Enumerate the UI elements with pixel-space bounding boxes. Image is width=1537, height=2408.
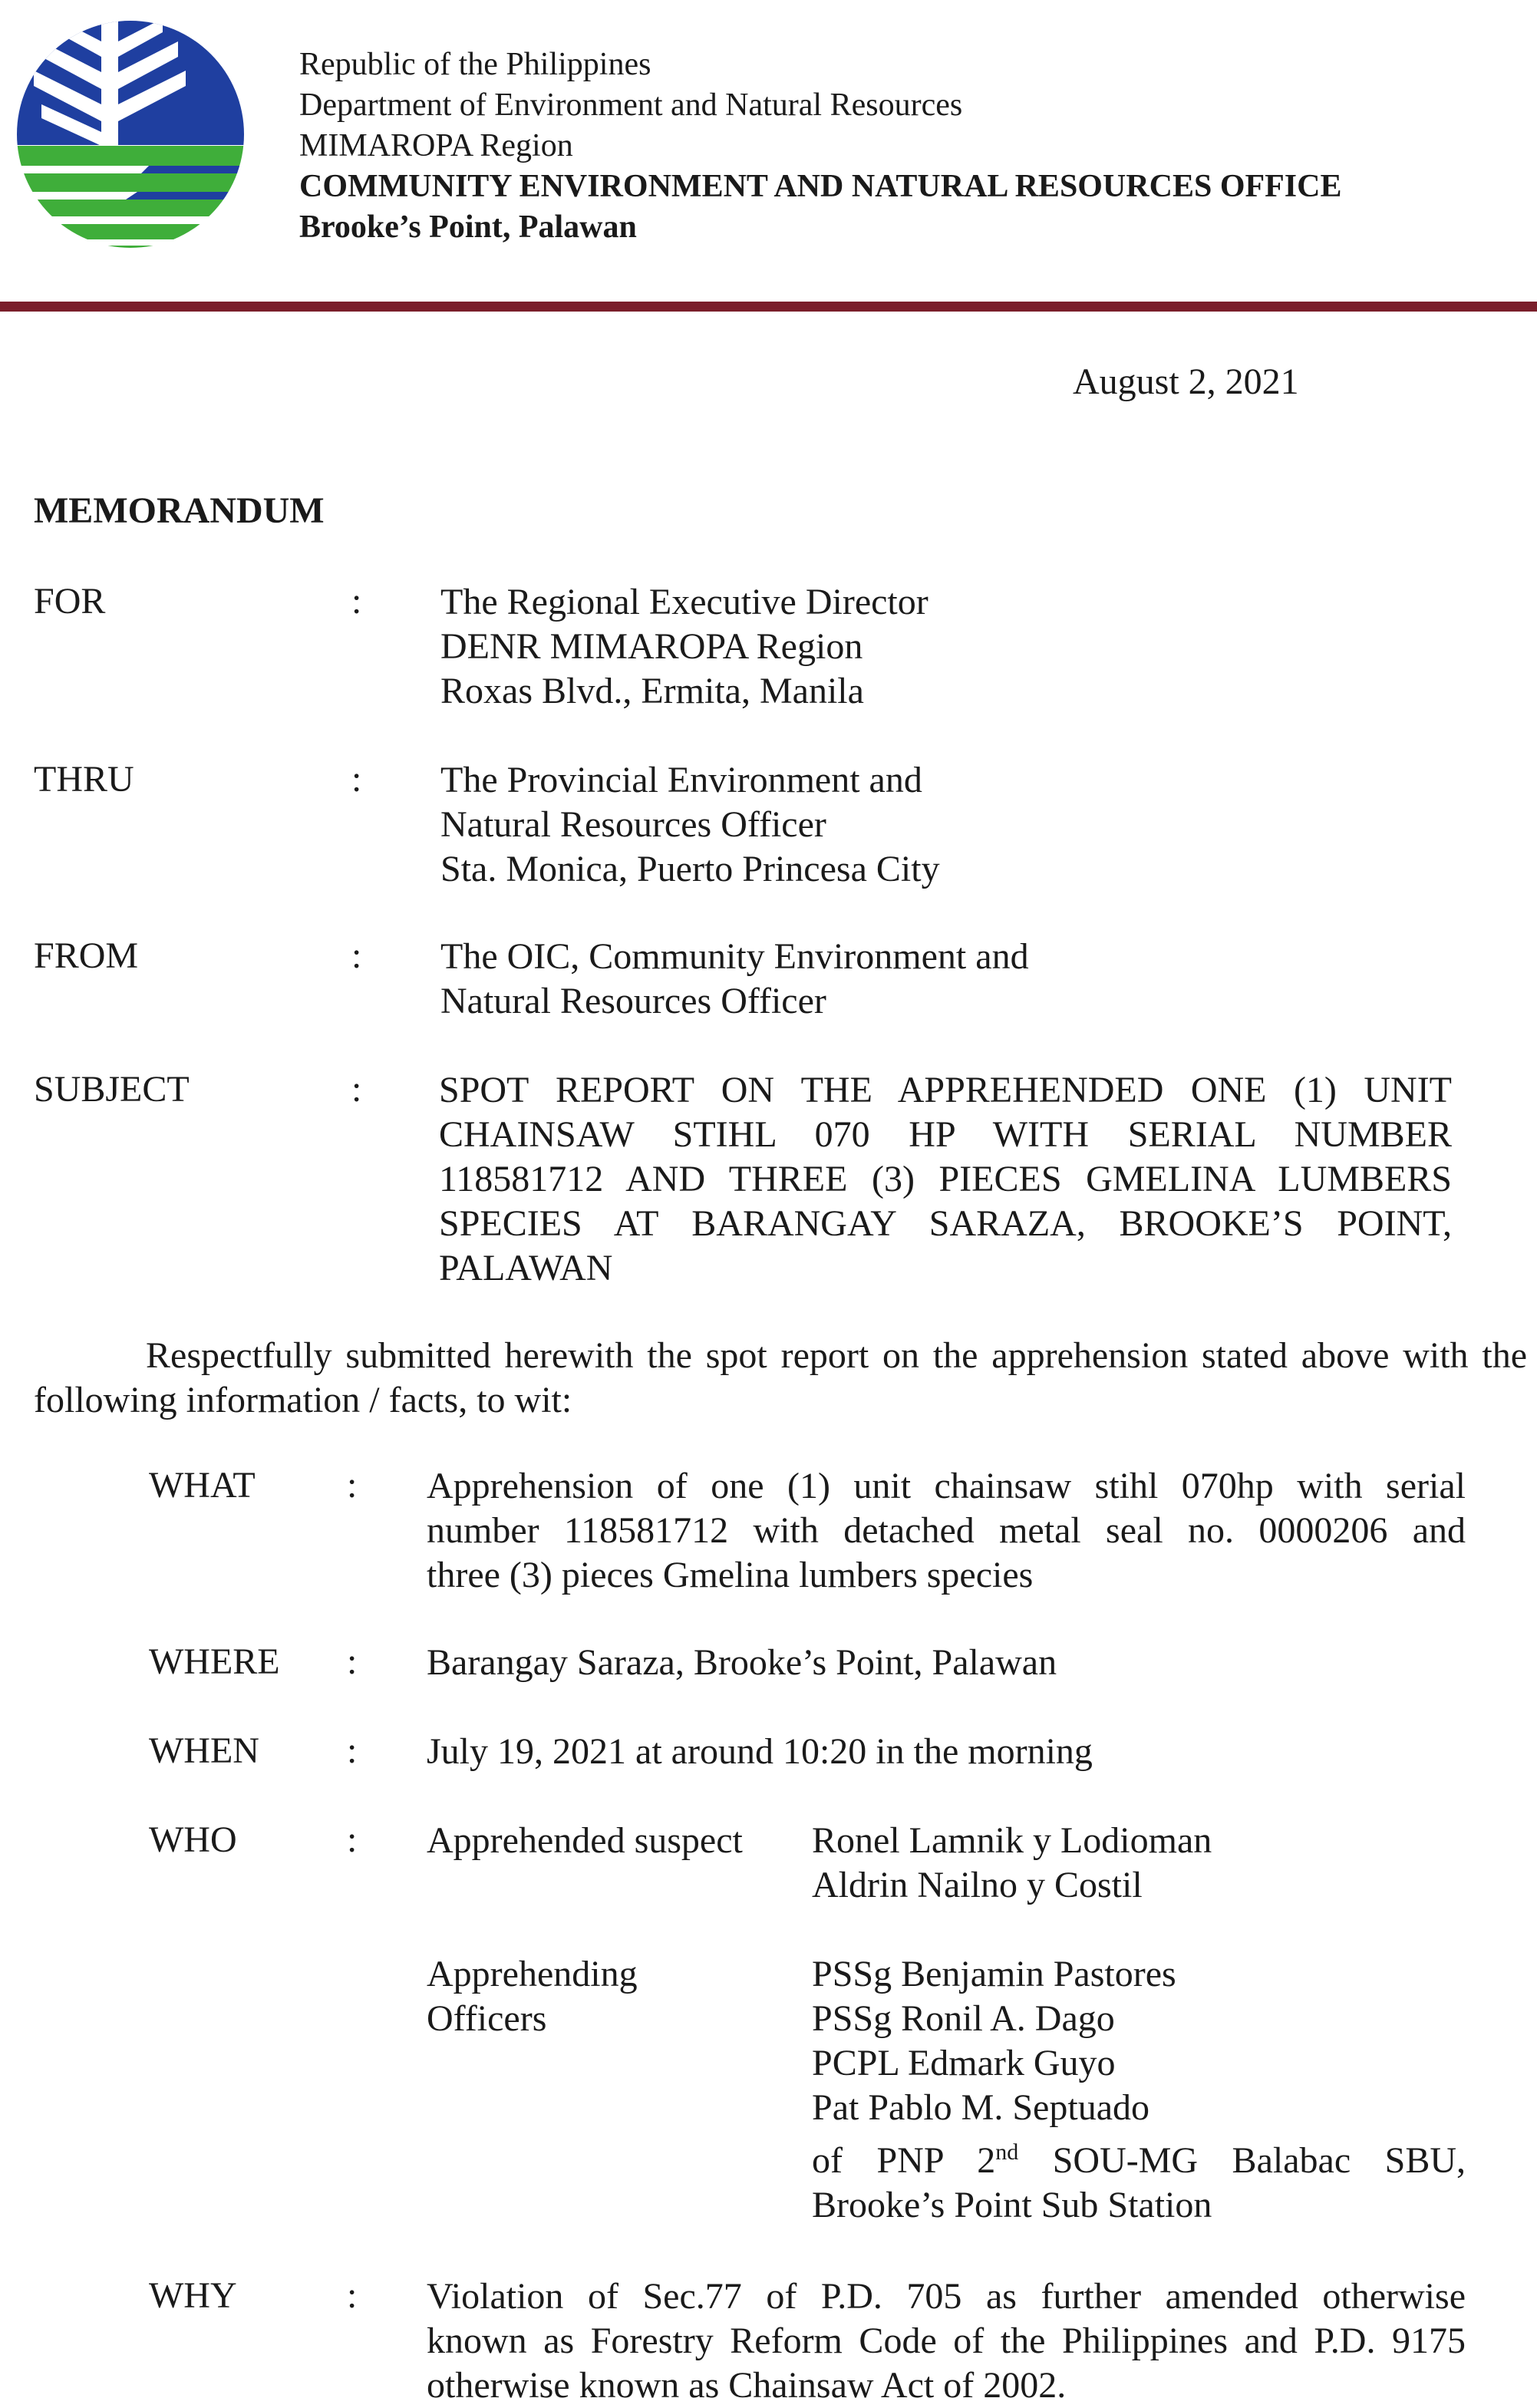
- suspect-name: Ronel Lamnik y Lodioman: [812, 1820, 1212, 1861]
- what-colon: :: [347, 1465, 358, 1506]
- officer-list: [812, 1952, 1466, 2228]
- memo-date: August 2, 2021: [1073, 361, 1299, 402]
- officers-label: [427, 1952, 638, 2041]
- officer-name: PSSg Ronil A. Dago: [812, 1998, 1115, 2039]
- denr-logo-icon: [11, 11, 250, 258]
- why-colon: :: [347, 2275, 358, 2316]
- subject-line: SPOT REPORT ON THE APPREHENDED ONE (1) UNIT: [439, 1070, 1452, 1110]
- when-colon: :: [347, 1730, 358, 1771]
- subject-line: PALAWAN: [439, 1248, 613, 1288]
- officers-label-line: Apprehending: [427, 1954, 638, 1994]
- header-republic: Republic of the Philippines: [299, 47, 651, 82]
- why-value: [427, 2274, 1466, 2408]
- header-rule: [0, 302, 1537, 312]
- from-label: FROM: [34, 935, 139, 976]
- header-office: COMMUNITY ENVIRONMENT AND NATURAL RESOURCES OFFICE: [299, 169, 1342, 204]
- from-value: [440, 935, 1453, 1024]
- thru-line: Sta. Monica, Puerto Princesa City: [440, 849, 940, 889]
- who-label: WHO: [149, 1819, 237, 1860]
- officer-name: PCPL Edmark Guyo: [812, 2043, 1116, 2083]
- thru-line: Natural Resources Officer: [440, 804, 826, 845]
- subject-line: SPECIES AT BARANGAY SARAZA, BROOKE’S POINT,: [439, 1203, 1452, 1244]
- for-line: DENR MIMAROPA Region: [440, 626, 863, 667]
- what-line: number 118581712 with detached metal seal no. 0000206 and: [427, 1510, 1466, 1551]
- header-location: Brooke’s Point, Palawan: [299, 209, 637, 245]
- what-line: Apprehension of one (1) unit chainsaw stihl 070hp with serial: [427, 1466, 1466, 1506]
- why-line: known as Forestry Reform Code of the Philippines and P.D. 9175: [427, 2321, 1466, 2361]
- why-line: Violation of Sec.77 of P.D. 705 as further amended otherwise: [427, 2276, 1466, 2317]
- unit-post: SOU-MG Balabac SBU,: [1018, 2140, 1466, 2181]
- from-colon: :: [351, 935, 362, 976]
- when-value: July 19, 2021 at around 10:20 in the morning: [427, 1731, 1093, 1772]
- officers-label-line: Officers: [427, 1998, 547, 2039]
- for-colon: :: [351, 581, 362, 622]
- where-colon: :: [347, 1641, 358, 1682]
- unit-sup: nd: [995, 2139, 1019, 2165]
- subject-label: SUBJECT: [34, 1069, 190, 1110]
- subject-colon: :: [351, 1069, 362, 1110]
- suspect-list: [812, 1819, 1212, 1908]
- from-line: The OIC, Community Environment and: [440, 936, 1029, 977]
- subject-value: [439, 1068, 1452, 1291]
- header-region: MIMAROPA Region: [299, 128, 573, 163]
- who-colon: :: [347, 1819, 358, 1860]
- for-label: FOR: [34, 581, 106, 622]
- for-line: The Regional Executive Director: [440, 582, 928, 622]
- suspect-name: Aldrin Nailno y Costil: [812, 1865, 1143, 1905]
- suspect-label: Apprehended suspect: [427, 1820, 743, 1861]
- officer-name: Pat Pablo M. Septuado: [812, 2087, 1149, 2128]
- why-line: otherwise known as Chainsaw Act of 2002.: [427, 2365, 1067, 2406]
- what-label: WHAT: [149, 1465, 256, 1506]
- thru-label: THRU: [34, 759, 134, 800]
- subject-line: 118581712 AND THREE (3) PIECES GMELINA LUMBERS: [439, 1159, 1452, 1199]
- why-label: WHY: [149, 2275, 237, 2316]
- intro-paragraph: Respectfully submitted herewith the spot report on the apprehension stated above with the following information / facts, to wit:: [34, 1335, 1527, 1420]
- officer-name: PSSg Benjamin Pastores: [812, 1954, 1176, 1994]
- thru-colon: :: [351, 759, 362, 800]
- subject-line: CHAINSAW STIHL 070 HP WITH SERIAL NUMBER: [439, 1114, 1452, 1155]
- what-value: [427, 1464, 1466, 1598]
- thru-value: [440, 758, 1453, 892]
- header-department: Department of Environment and Natural Resources: [299, 87, 963, 123]
- officer-station: Brooke’s Point Sub Station: [812, 2185, 1212, 2225]
- for-line: Roxas Blvd., Ermita, Manila: [440, 671, 864, 711]
- where-label: WHERE: [149, 1641, 280, 1682]
- unit-pre: of PNP 2: [812, 2140, 996, 2181]
- where-value: Barangay Saraza, Brooke’s Point, Palawan: [427, 1642, 1057, 1683]
- memo-title: MEMORANDUM: [34, 490, 325, 531]
- thru-line: The Provincial Environment and: [440, 760, 922, 800]
- what-line: three (3) pieces Gmelina lumbers species: [427, 1555, 1034, 1595]
- officer-unit-line: [812, 2130, 1466, 2183]
- when-label: WHEN: [149, 1730, 259, 1771]
- for-value: [440, 580, 1453, 714]
- from-line: Natural Resources Officer: [440, 981, 826, 1021]
